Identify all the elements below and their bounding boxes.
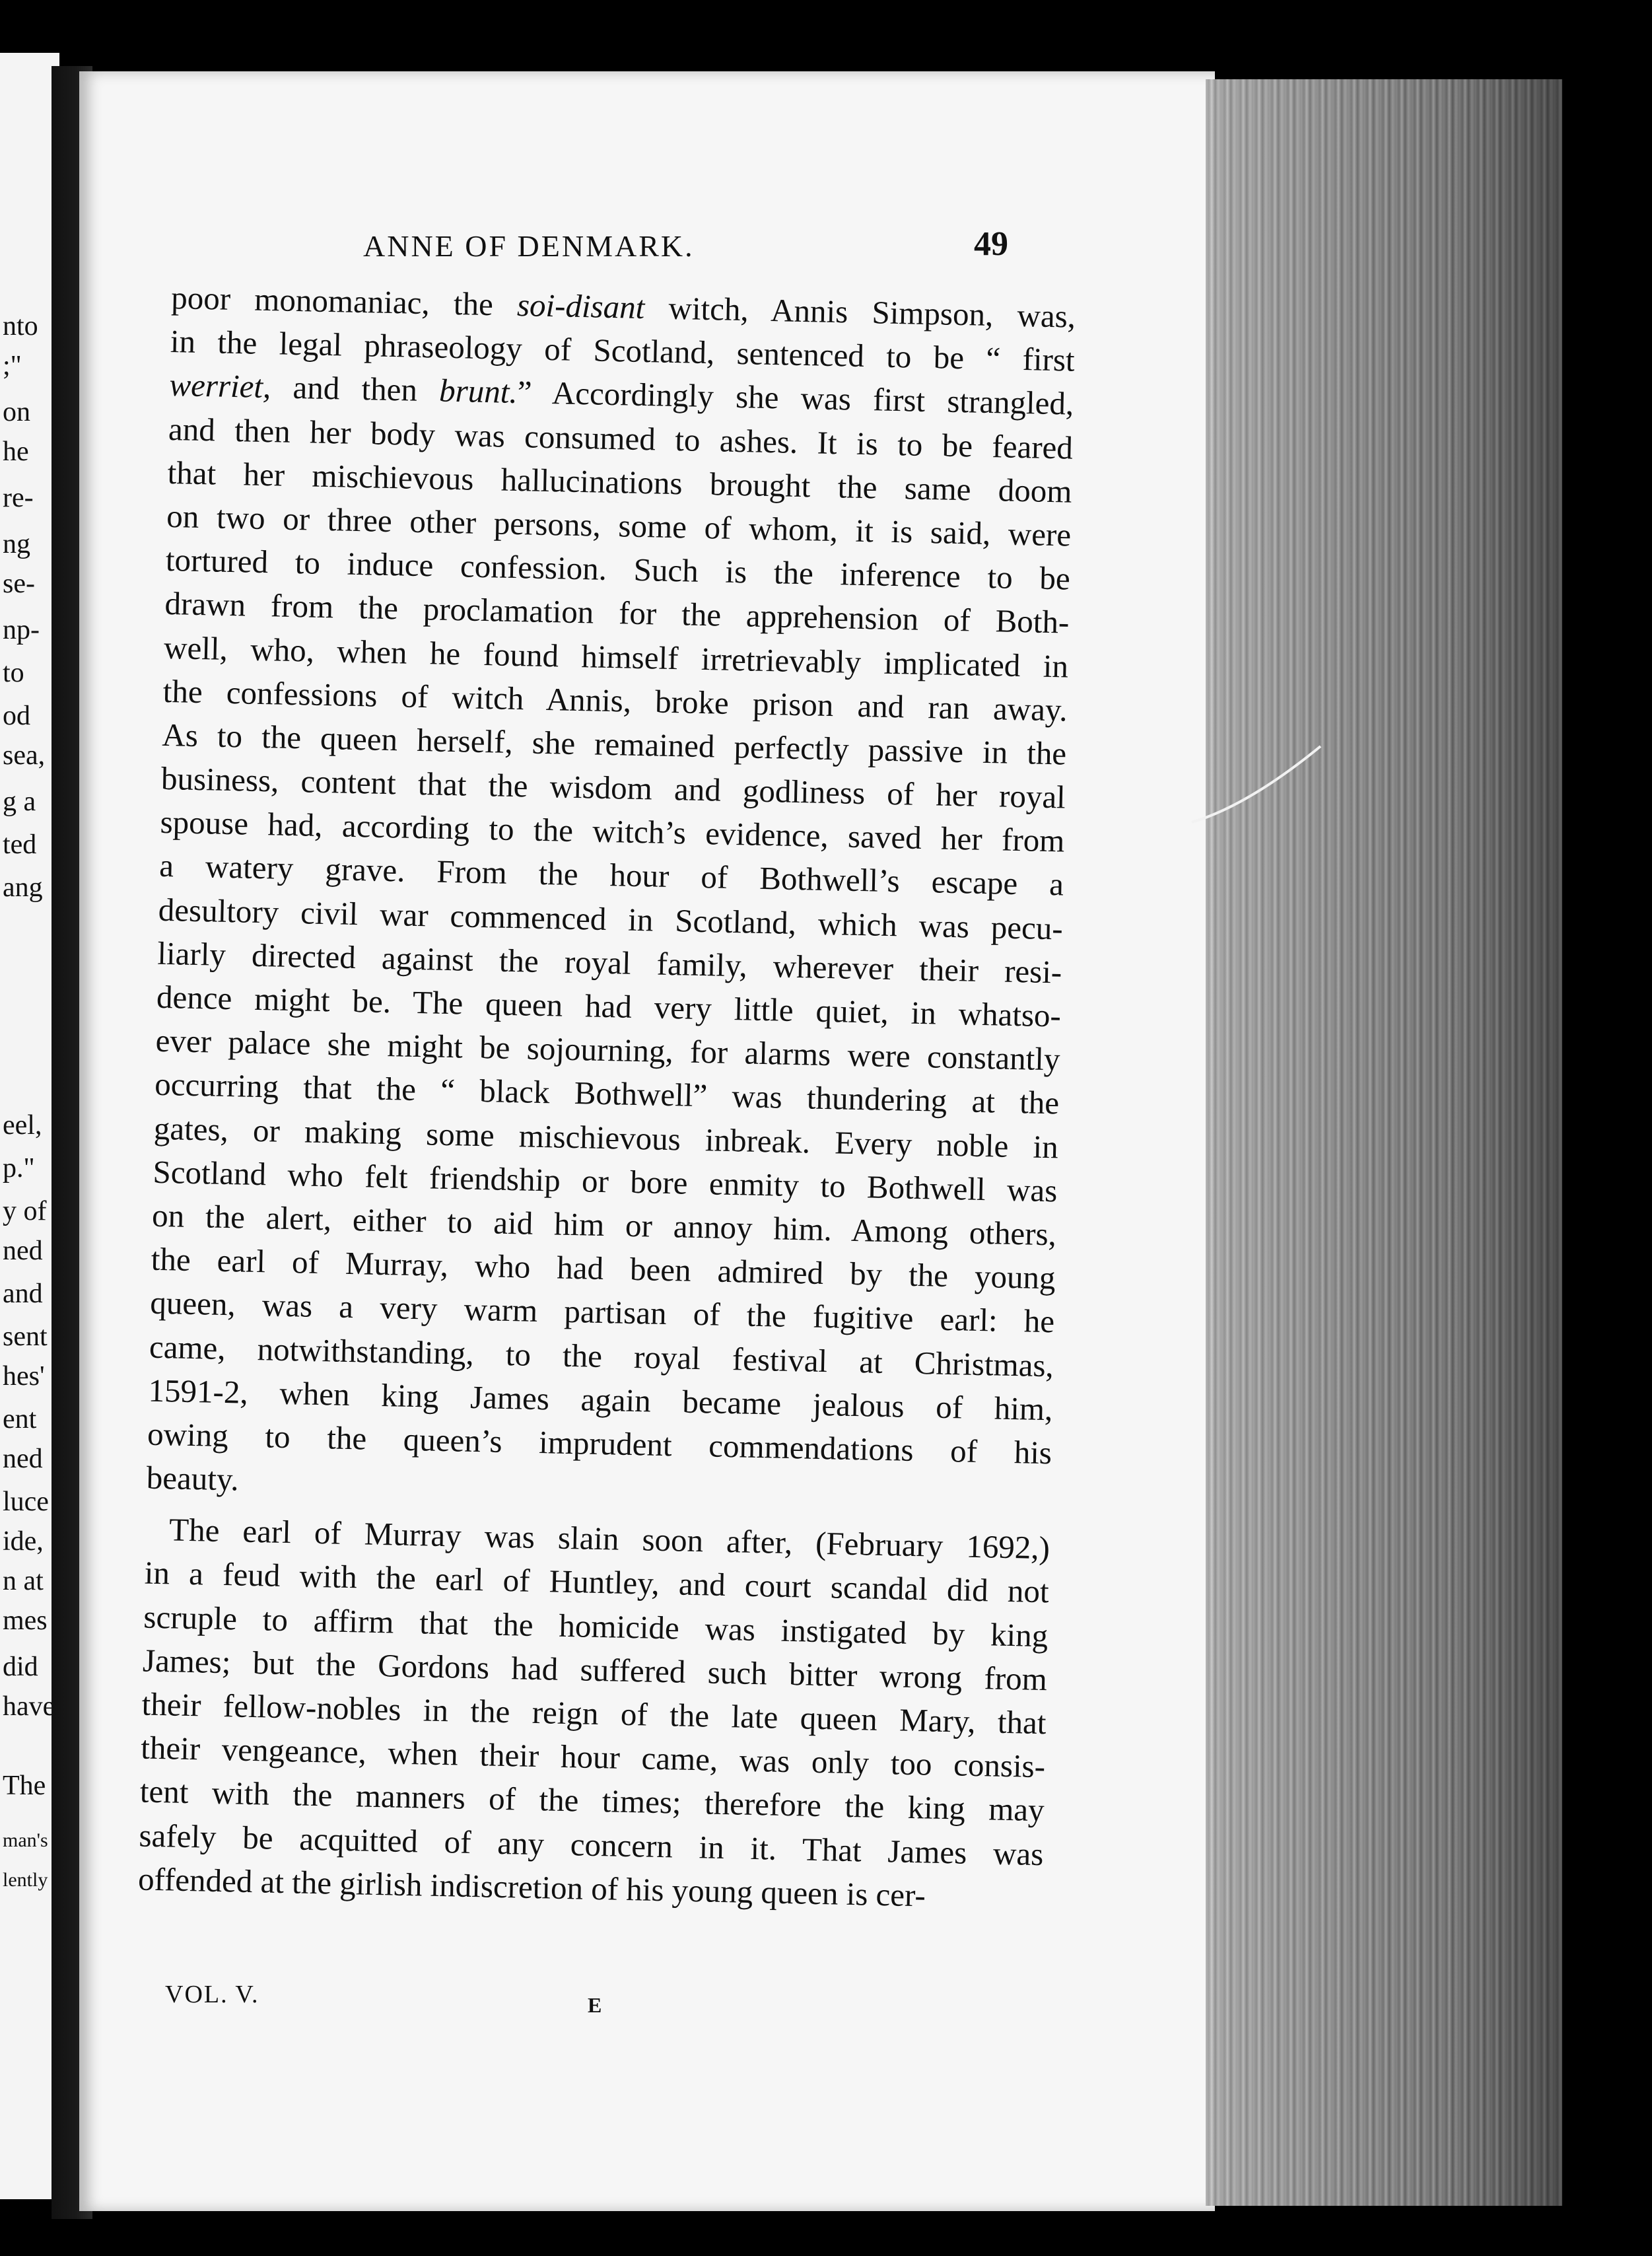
text-line: As to the queen herself, she remained perfectly passive in the: [161, 716, 1067, 772]
previous-page-fragment: ned: [3, 1444, 43, 1474]
previous-page-fragment: hes': [3, 1361, 45, 1392]
scratch-mark: [1188, 713, 1347, 832]
previous-page-fragment: sea,: [3, 740, 46, 771]
text-line: Scotland who felt friendship or bore enmity to Bothwell was: [153, 1153, 1058, 1209]
previous-page-fragment: ted: [3, 829, 37, 860]
previous-page-fragment: re-: [3, 483, 34, 513]
signature-mark: E: [588, 1993, 602, 2017]
text-line: and then her body was consumed to ashes. It is to be feared: [168, 410, 1074, 466]
page-number: 49: [974, 225, 1008, 263]
text-line: offended at the girlish indiscretion of his young queen is cer-: [137, 1860, 926, 1914]
text-line: a watery grave. From the hour of Bothwell’s escape a: [158, 847, 1064, 903]
text-line: owing to the queen’s imprudent commendations of his: [147, 1415, 1052, 1471]
text-line: in a feud with the earl of Huntley, and court scandal did not: [144, 1555, 1050, 1610]
previous-page-fragment: ide,: [3, 1526, 44, 1557]
text-line: scruple to affirm that the homicide was instigated by king: [143, 1598, 1049, 1654]
text-line: in the legal phraseology of Scotland, sentenced to be “ first: [170, 323, 1076, 378]
text-line: 1591-2, when king James again became jealous of him,: [148, 1372, 1053, 1428]
previous-page-fragment: ent: [3, 1404, 37, 1434]
previous-page-fragment: man's: [3, 1829, 48, 1851]
previous-page-fragment: ang: [3, 872, 43, 903]
text-line: James; but the Gordons had suffered such bitter wrong from: [142, 1642, 1048, 1698]
text-line: business, content that the wisdom and godliness of her royal: [160, 759, 1066, 816]
text-line: desultory civil war commenced in Scotland, which was pecu-: [158, 891, 1064, 947]
previous-page-fragment: nto: [3, 311, 38, 341]
previous-page-fragment: The: [3, 1771, 46, 1801]
previous-page-fragment: mes: [3, 1605, 48, 1636]
previous-page-fragment: g a: [3, 787, 36, 817]
text-line: gates, or making some mischievous inbreak. Every noble in: [153, 1110, 1059, 1165]
text-line: their fellow-nobles in the reign of the late queen Mary, that: [141, 1685, 1047, 1742]
text-line: the confessions of witch Annis, broke prison and ran away.: [162, 672, 1068, 728]
previous-page-fragment: did: [3, 1652, 38, 1682]
previous-page-fragment: p.": [3, 1153, 35, 1183]
previous-page-fragment: and: [3, 1279, 43, 1309]
text-line: ever palace she might be sojourning, for alarms were constantly: [155, 1022, 1061, 1078]
previous-page-fragment: ;": [3, 351, 22, 381]
previous-page-fragment: on: [3, 397, 30, 427]
previous-page-fragment: to: [3, 658, 24, 688]
text-line: came, notwithstanding, to the royal festival at Christmas,: [149, 1328, 1054, 1384]
text-line: safely be acquitted of any concern in it. That James was: [138, 1817, 1044, 1872]
text-line: drawn from the proclamation for the apprehension of Both-: [164, 585, 1070, 641]
previous-page-fragment: od: [3, 701, 30, 731]
text-line: the earl of Murray, who had been admired by the young: [151, 1240, 1056, 1296]
text-line: queen, was a very warm partisan of the fugitive earl: he: [149, 1284, 1055, 1340]
text-line: beauty.: [146, 1459, 240, 1498]
book-page: [79, 71, 1215, 2211]
previous-page-fragment: luce: [3, 1487, 49, 1517]
text-line: on the alert, either to aid him or annoy him. Among others,: [151, 1197, 1057, 1253]
running-head: ANNE OF DENMARK.: [363, 229, 695, 263]
previous-page-fragment: se-: [3, 569, 35, 599]
previous-page-fragment: lently: [3, 1869, 48, 1891]
text-line: well, who, when he found himself irretrievably implicated in: [163, 629, 1069, 685]
text-line: werriet, and then brunt.” Accordingly she was first strangled,: [168, 367, 1074, 423]
text-line: The earl of Murray was slain soon after, (February 1692,): [168, 1511, 1050, 1567]
text-line: on two or three other persons, some of whom, it is said, were: [166, 497, 1072, 553]
text-line: that her mischievous hallucinations brought the same doom: [167, 454, 1073, 510]
previous-page-fragment: n at: [3, 1566, 44, 1596]
previous-page-fragment: eel,: [3, 1110, 42, 1141]
text-line: tortured to induce confession. Such is the inference to be: [165, 542, 1071, 597]
previous-page-fragment: ng: [3, 529, 30, 559]
previous-page-fragment: have: [3, 1691, 55, 1722]
text-line: tent with the manners of the times; therefore the king may: [139, 1773, 1045, 1829]
fore-edge-shading: [1206, 79, 1562, 2206]
body-text: [137, 276, 1076, 1920]
text-line: spouse had, according to the witch’s evidence, saved her from: [160, 804, 1065, 859]
previous-page-fragment: np-: [3, 615, 40, 645]
previous-page-fragment: he: [3, 437, 29, 467]
text-line: their vengeance, when their hour came, was only too consis-: [140, 1729, 1046, 1785]
previous-page-fragment: y of: [3, 1196, 47, 1226]
text-line: occurring that the “ black Bothwell” was thundering at the: [154, 1066, 1060, 1121]
previous-page-fragment: sent: [3, 1322, 48, 1352]
text-line: poor monomaniac, the soi-disant witch, Annis Simpson, was,: [170, 279, 1076, 335]
text-line: dence might be. The queen had very little quiet, in whatso-: [156, 978, 1062, 1034]
previous-page-fragment: ned: [3, 1236, 43, 1266]
text-line: liarly directed against the royal family, wherever their resi-: [156, 934, 1062, 991]
volume-signature: VOL. V.: [165, 1981, 259, 2008]
